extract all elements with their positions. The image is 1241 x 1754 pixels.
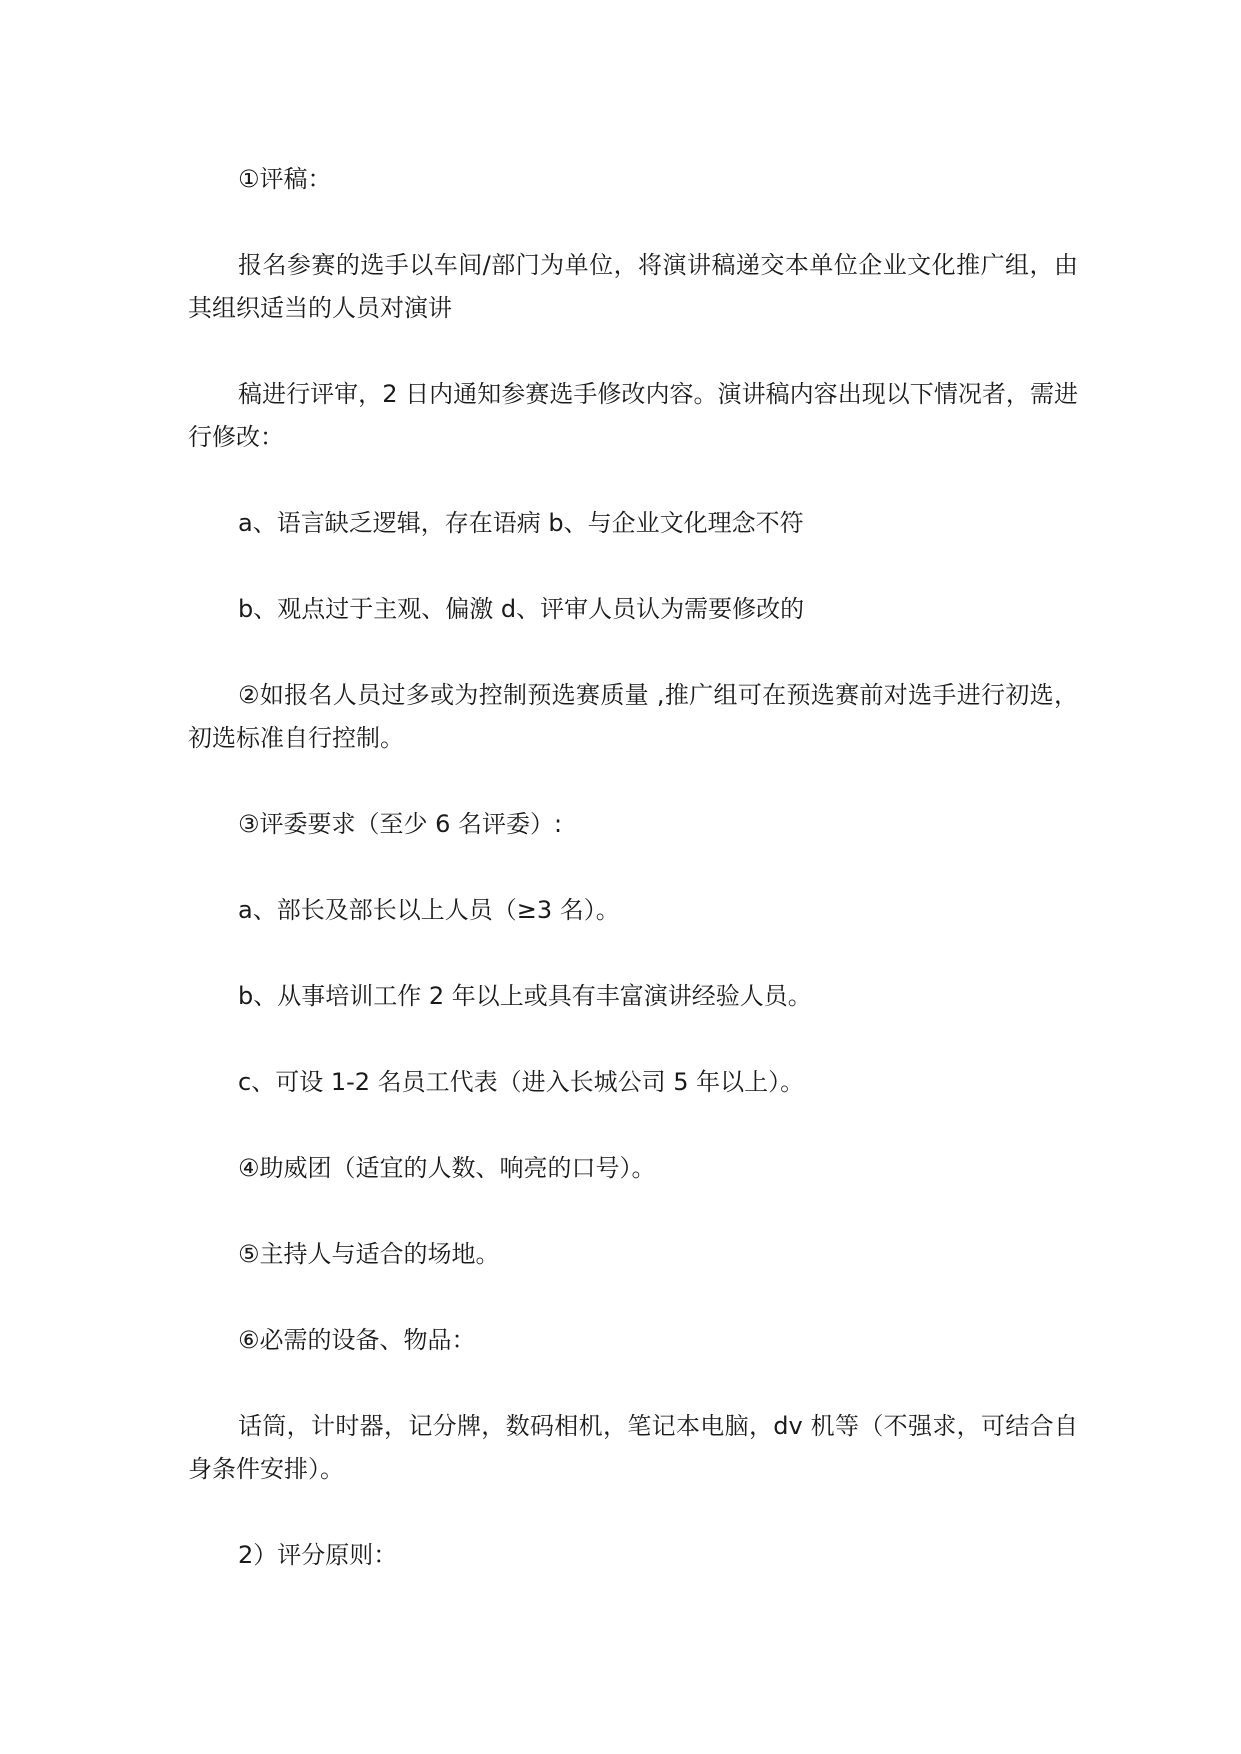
paragraph-equipment-list: 话筒，计时器，记分牌，数码相机，笔记本电脑，dv 机等（不强求，可结合自身条件安排）。 bbox=[188, 1412, 1078, 1483]
paragraph-preliminary-selection: ②如报名人员过多或为控制预选赛质量 ,推广组可在预选赛前对选手进行初选，初选标准自行控制。 bbox=[188, 681, 1078, 752]
list-item-subjective-views: b、观点过于主观、偏激 d、评审人员认为需要修改的 bbox=[238, 595, 805, 623]
heading-judge-requirements: ③评委要求（至少 6 名评委）: bbox=[238, 810, 563, 838]
list-item-employee-representatives: c、可设 1-2 名员工代表（进入长城公司 5 年以上）。 bbox=[238, 1068, 805, 1096]
list-item-department-heads: a、部长及部长以上人员（≥3 名）。 bbox=[238, 896, 620, 924]
paragraph-review-revision: 稿进行评审，2 日内通知参赛选手修改内容。演讲稿内容出现以下情况者，需进行修改： bbox=[188, 380, 1078, 451]
heading-cheering-team: ④助威团（适宜的人数、响亮的口号）。 bbox=[238, 1154, 656, 1182]
heading-review-draft: ①评稿： bbox=[238, 165, 332, 193]
heading-equipment: ⑥必需的设备、物品： bbox=[238, 1326, 476, 1354]
list-item-language-logic: a、语言缺乏逻辑，存在语病 b、与企业文化理念不符 bbox=[238, 509, 804, 537]
heading-host-venue: ⑤主持人与适合的场地。 bbox=[238, 1240, 500, 1268]
paragraph-submission: 报名参赛的选手以车间/部门为单位，将演讲稿递交本单位企业文化推广组，由其组织适当的人员对演讲 bbox=[188, 251, 1078, 322]
heading-scoring-principles: 2）评分原则： bbox=[238, 1541, 398, 1569]
list-item-training-experience: b、从事培训工作 2 年以上或具有丰富演讲经验人员。 bbox=[238, 982, 812, 1010]
document-body bbox=[188, 158, 1078, 1620]
